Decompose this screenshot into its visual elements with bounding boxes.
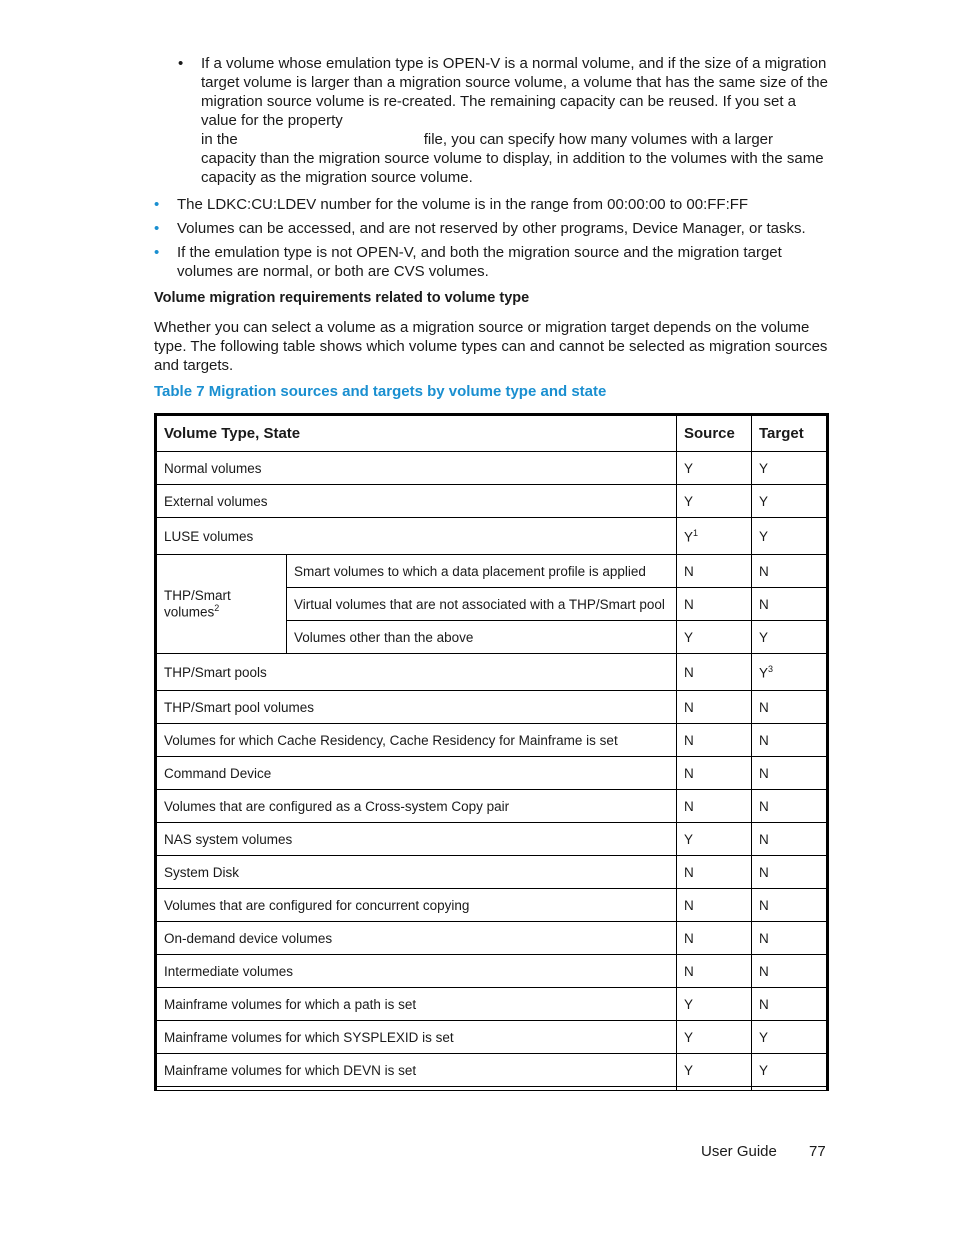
page-number: 77	[809, 1143, 826, 1160]
sub-bullet-line-b-rest: file, you can specify how many volumes with a larger capacity than the migration source volume to display, in addition to the volumes with the same capacity as the migration source volume.	[201, 131, 824, 186]
section-heading: Volume migration requirements related to volume type	[154, 290, 530, 306]
header-target: Target	[752, 415, 828, 452]
table-row: Command Device N N	[156, 757, 828, 790]
table-row: LUSE volumes $Y^1$ Y	[156, 518, 828, 555]
header-source: Source	[677, 415, 752, 452]
bullet-item: • The LDKC:CU:LDEV number for the volume is in the range from 00:00:00 to 00:FF:FF	[154, 196, 749, 213]
bullet-marker: •	[154, 220, 160, 237]
footnote-ref: 2	[214, 603, 220, 614]
footnote-ref: 1	[693, 527, 699, 538]
body-paragraph: Whether you can select a volume as a migration source or migration target depends on the volume type. The following table shows which volume types can and cannot be selected as migration sources and targets.	[154, 319, 828, 374]
table-row: Volumes for which Cache Residency, Cache Residency for Mainframe is set N N	[156, 724, 828, 757]
bullet-marker: •	[154, 244, 160, 261]
sub-bullet-line-a: If a volume whose emulation type is OPEN-V is a normal volume, and if the size of a migration target volume is larger than a migration source volume, a volume that has the same size of the migration source volume is re-created. The remaining capacity can be reused. If you set a value for the property	[201, 55, 828, 129]
table-header-row	[156, 415, 828, 452]
sub-bullet-line-b-prefix: in the	[201, 131, 238, 148]
table-row: Volumes that are configured as a Cross-system Copy pair N N	[156, 790, 828, 823]
table-row: THP/Smart pools N $Y^3$	[156, 654, 828, 691]
footnote-ref: 3	[768, 663, 774, 674]
table-row: On-demand device volumes N N	[156, 922, 828, 955]
table-row: Mainframe volumes for which a path is set Y N	[156, 988, 828, 1021]
header-volume-type: Volume Type, State	[156, 415, 677, 452]
table-continuation-row	[156, 1087, 828, 1091]
table-row: Mainframe volumes for which SYSPLEXID is set Y Y	[156, 1021, 828, 1054]
bullet-marker: •	[178, 55, 184, 72]
footer-title: User Guide	[701, 1143, 777, 1160]
table-caption: Table 7 Migration sources and targets by volume type and state	[154, 383, 607, 400]
table-row: Virtual volumes that are not associated with a THP/Smart pool N N	[156, 588, 828, 621]
table-row: External volumes Y Y	[156, 485, 828, 518]
table-row: Normal volumes Y Y	[156, 452, 828, 485]
table-row: Volumes that are configured for concurrent copying N N	[156, 889, 828, 922]
bullet-marker: •	[154, 196, 160, 213]
sub-bullet-item	[178, 54, 828, 187]
table-row: THP/Smart volumes$^2$ Smart volumes to which a data placement profile is applied N N	[156, 555, 828, 588]
table-row: THP/Smart pool volumes N N	[156, 691, 828, 724]
table-row: Volumes other than the above Y Y	[156, 621, 828, 654]
table-row: Intermediate volumes N N	[156, 955, 828, 988]
table-row: System Disk N N	[156, 856, 828, 889]
volume-type-table	[154, 413, 829, 1091]
sub-bullet-text	[201, 54, 828, 187]
bullet-list	[154, 195, 830, 286]
bullet-item: • Volumes can be accessed, and are not reserved by other programs, Device Manager, or tasks.	[154, 220, 806, 237]
table-row: NAS system volumes Y N	[156, 823, 828, 856]
table-row: Mainframe volumes for which DEVN is set Y Y	[156, 1054, 828, 1087]
bullet-item: • If the emulation type is not OPEN-V, and both the migration source and the migration target volumes are normal, or both are CVS volumes.	[154, 244, 782, 280]
